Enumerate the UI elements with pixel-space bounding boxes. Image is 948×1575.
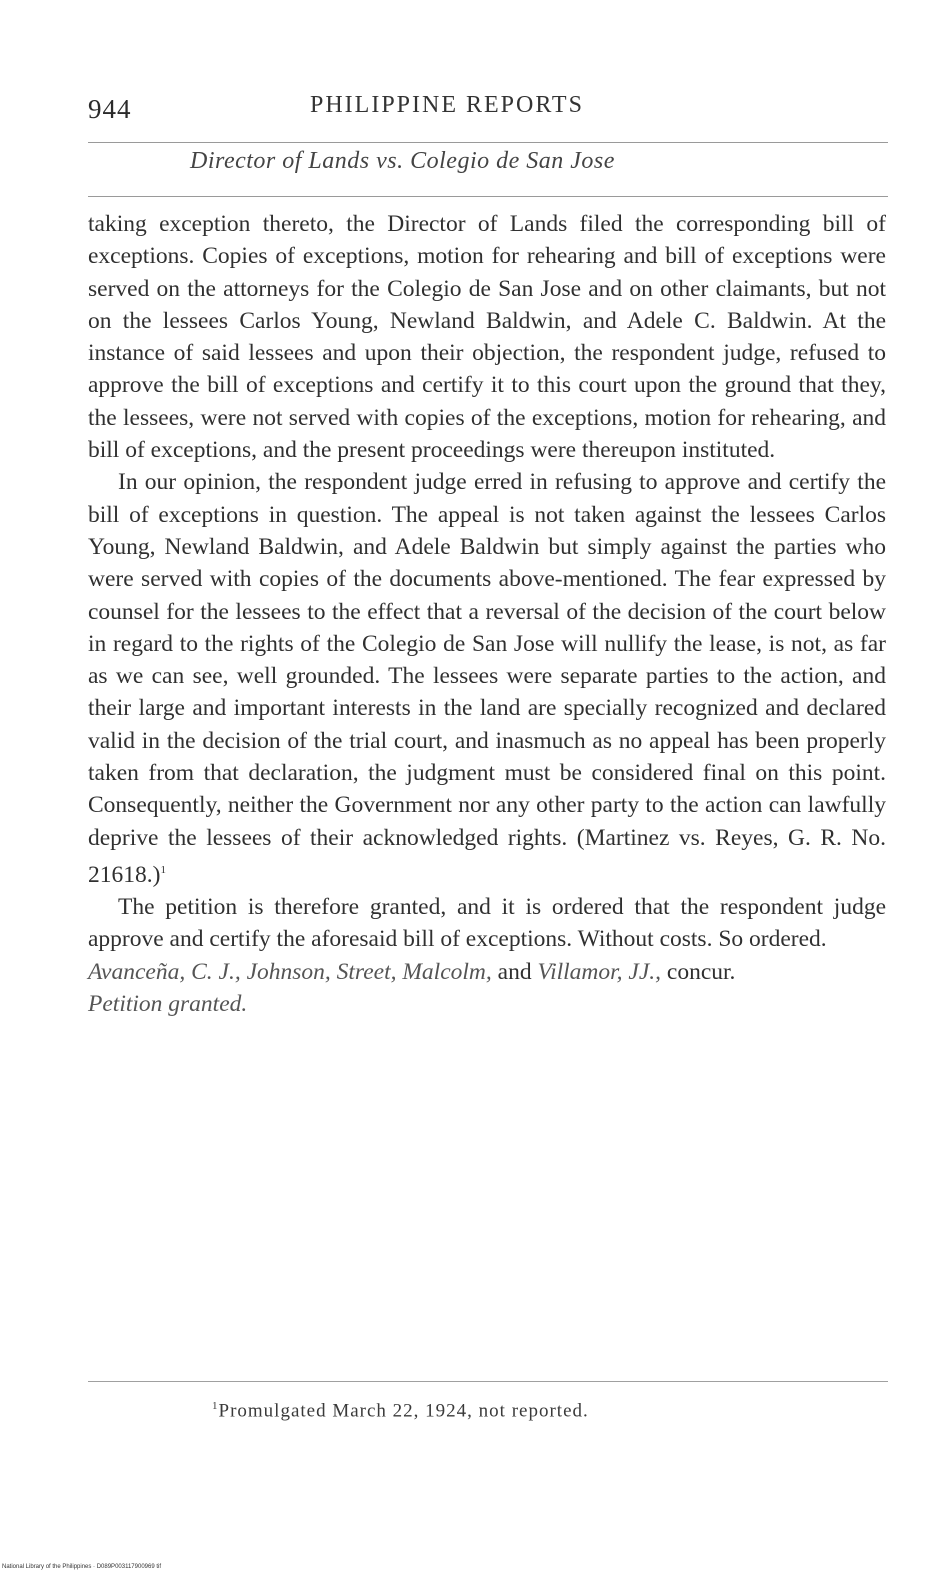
concurrence-line bbox=[88, 956, 886, 988]
footnote-reference: 1 bbox=[160, 863, 166, 876]
concurring-verb: concur. bbox=[666, 958, 736, 985]
concurring-and: and bbox=[497, 958, 532, 985]
paragraph-1: taking exception thereto, the Director of Lands filed the corresponding bill of exceptions. Copies of exceptions, motion for rehearing and bill of exceptions were served on the attorneys for the Colegio de San Jose and on other claimants, but not on the lessees Carlos Young, Newland Baldwin, and Adele C. Baldwin. At the instance of said lessees and upon their objection, the respondent judge, refused to approve the bill of exceptions and certify it to this court upon the ground that they, the lessees, were not served with copies of the exceptions, motion for rehearing, and bill of exceptions, and the present proceedings were thereupon instituted. bbox=[88, 211, 886, 464]
footnote bbox=[212, 1400, 589, 1422]
footnote-marker: 1 bbox=[212, 1400, 219, 1412]
disposition: Petition granted. bbox=[88, 990, 248, 1017]
page-header bbox=[88, 88, 888, 132]
running-title: PHILIPPINE REPORTS bbox=[310, 92, 584, 118]
paragraph-2 bbox=[88, 466, 886, 891]
paragraph-3: The petition is therefore granted, and it is ordered that the respondent judge approve and certify the aforesaid bill of exceptions. Without costs. So ordered. bbox=[88, 894, 886, 953]
paragraph-2-text: In our opinion, the respondent judge erred in refusing to approve and certify the bill of exceptions in question. The appeal is not taken against the lessees Carlos Young, Newland Baldwin, and Adele Baldwin but simply against the parties who were served with copies of the documents above-mentioned. The fear expressed by counsel for the lessees to the effect that a reversal of the decision of the court below in regard to the rights of the Colegio de San Jose will nullify the lease, is not, as far as we can see, well grounded. The lessees were separate parties to the action, and their large and important interests in the land are specially recognized and declared valid in the decision of the trial court, and inasmuch as no appeal has been properly taken from that declaration, the judgment must be considered final on this point. Consequently, neither the Government nor any other party to the action can lawfully deprive the lessees of their acknowledged rights. (Martinez vs. Reyes, G. R. No. 21618.) bbox=[88, 469, 886, 888]
header-rule bbox=[88, 142, 888, 143]
case-title-rule bbox=[88, 196, 888, 197]
concurring-last-judge: Villamor, JJ., bbox=[537, 958, 662, 985]
page-number: 944 bbox=[88, 94, 132, 124]
footnote-text: Promulgated March 22, 1924, not reported. bbox=[218, 1400, 589, 1422]
library-stamp: National Library of the Philippines · D089P003117900969 tif bbox=[2, 1564, 161, 1570]
opinion-body bbox=[88, 208, 886, 1020]
concurring-judges: Avanceña, C. J., Johnson, Street, Malcolm, bbox=[88, 958, 492, 985]
case-title: Director of Lands vs. Colegio de San Jose bbox=[190, 148, 615, 174]
footnote-rule bbox=[88, 1381, 888, 1382]
